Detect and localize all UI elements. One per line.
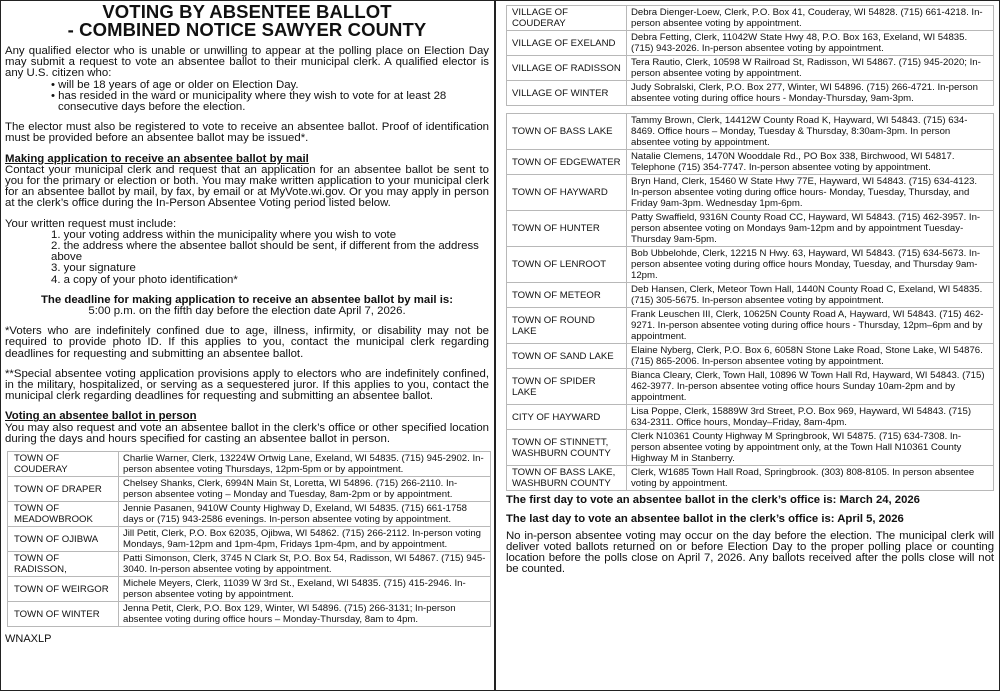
- table-row: [507, 150, 994, 175]
- municipality-name: TOWN OF COUDERAY: [8, 452, 119, 477]
- clerk-info: Chelsey Shanks, Clerk, 6994N Main St, Loretta, WI 54896. (715) 266-2110. In-person absentee voting – Monday and Tuesday, 8am-2pm or by appointment.: [119, 477, 491, 502]
- table-row: [8, 502, 491, 527]
- footnote-photo-id: *Voters who are indefinitely confined due to age, illness, infirmity, or disability may not be required to provide photo ID. If this applies to you, contact the municipal clerk regarding deadlines for requesting and submitting an absentee ballot.: [5, 325, 489, 360]
- clerk-info: Jenna Petit, Clerk, P.O. Box 129, Winter, WI 54896. (715) 266-3131; In-person absentee voting during office hours – Monday-Thursday, 8am to 4pm.: [119, 602, 491, 627]
- municipality-name: VILLAGE OF WINTER: [507, 81, 627, 106]
- mail-application-heading: Making application to receive an absentee ballot by mail: [5, 152, 309, 165]
- table-row: [507, 56, 994, 81]
- municipality-name: TOWN OF STINNETT, WASHBURN COUNTY: [507, 430, 627, 466]
- clerk-info: Debra Fetting, Clerk, 11042W State Hwy 48, P.O. Box 163, Exeland, WI 54835. (715) 943-2026. In-person absentee voting by appointment.: [627, 31, 994, 56]
- clerk-info: Deb Hansen, Clerk, Meteor Town Hall, 1440N County Road C, Exeland, WI 54835. (715) 305-5675. In-person absentee voting by appointment.: [627, 283, 994, 308]
- request-requirements-list: [5, 230, 489, 286]
- clerk-info: Clerk, W1685 Town Hall Road, Springbrook. (303) 808-8105. In person absentee voting by appointment.: [627, 466, 994, 491]
- clerk-info: Bianca Cleary, Clerk, Town Hall, 10896 W Town Hall Rd, Hayward, WI 54843. (715) 462-3977. In-person absentee voting office hours Sunday 10am-2pm and by appointment.: [627, 369, 994, 405]
- clerk-info: Elaine Nyberg, Clerk, P.O. Box 6, 6058N Stone Lake Road, Stone Lake, WI 54876. (715) 865-2006. In-person absentee voting by appointment.: [627, 344, 994, 369]
- table-row: [507, 405, 994, 430]
- eligibility-item: • will be 18 years of age or older on Election Day.: [51, 78, 299, 91]
- municipality-name: TOWN OF RADISSON,: [8, 552, 119, 577]
- municipality-name: TOWN OF MEADOWBROOK: [8, 502, 119, 527]
- municipality-name: TOWN OF BASS LAKE: [507, 114, 627, 150]
- requirement-item: 2. the address where the absentee ballot should be sent, if different from the address above: [51, 240, 479, 264]
- municipality-name: TOWN OF HAYWARD: [507, 175, 627, 211]
- clerk-info: Jill Petit, Clerk, P.O. Box 62035, Ojibwa, WI 54862. (715) 266-2112. In-person voting Mondays, 9am-12pm and 1pm-4pm, Fridays 1pm-4pm, and by appointment.: [119, 527, 491, 552]
- clerk-info: Tera Rautio, Clerk, 10598 W Railroad St, Radisson, WI 54867. (715) 945-2020; In-person absentee voting by appointment.: [627, 56, 994, 81]
- table-row: [8, 602, 491, 627]
- clerk-info: Michele Meyers, Clerk, 11039 W 3rd St., Exeland, WI 54835. (715) 415-2946. In-person absentee voting by appointment.: [119, 577, 491, 602]
- table-row: [507, 6, 994, 31]
- municipality-name: TOWN OF BASS LAKE, WASHBURN COUNTY: [507, 466, 627, 491]
- municipality-name: TOWN OF EDGEWATER: [507, 150, 627, 175]
- table-row: [8, 527, 491, 552]
- municipality-name: TOWN OF ROUND LAKE: [507, 308, 627, 344]
- clerk-info: Jennie Pasanen, 9410W County Highway D, Exeland, WI 54835. (715) 661-1758 days or (715) 943-2586 evenings. In-person absentee voting by appointment.: [119, 502, 491, 527]
- mail-application-body: Contact your municipal clerk and request that an application for an absentee ballot be sent to you for the primary or election or both. You may make written application to your municipal clerk for an absentee ballot by mail, by fax, by email or at MyVote.wi.gov. Or you may apply in person at the clerk’s office during the In-Person Absentee Voting period listed below.: [5, 163, 489, 210]
- clerk-info: Charlie Warner, Clerk, 13224W Ortwig Lane, Exeland, WI 54835. (715) 945-2902. In-person absentee voting Thursdays, 12pm-5pm or by appointment.: [119, 452, 491, 477]
- table-row: [507, 114, 994, 150]
- villages-table: [506, 5, 994, 106]
- last-day-notice: The last day to vote an absentee ballot in the clerk’s office is: April 5, 2026: [506, 513, 904, 525]
- eligibility-item: • has resided in the ward or municipality where they wish to vote for at least 28 consecutive days before the election.: [51, 89, 447, 114]
- table-row: [507, 283, 994, 308]
- municipality-name: TOWN OF DRAPER: [8, 477, 119, 502]
- clerk-info: Judy Sobralski, Clerk, P.O. Box 277, Winter, WI 54896. (715) 266-4721. In-person absentee voting during office hours - Monday-Thursday, 9am-3pm.: [627, 81, 994, 106]
- intro-paragraph: Any qualified elector who is unable or unwilling to appear at the polling place on Election Day may submit a request to vote an absentee ballot to their municipal clerk. A qualified elector is any U.S. citizen who:: [5, 45, 489, 80]
- notice-title-line1: VOTING BY ABSENTEE BALLOT: [102, 1, 392, 22]
- municipality-name: TOWN OF SPIDER LAKE: [507, 369, 627, 405]
- closing-paragraph: No in-person absentee voting may occur on the day before the election. The municipal clerk will deliver voted ballots returned on or before Election Day to the proper polling place or counting location before the polls close on April 7, 2026. Any ballots received after the polls close will not be counted.: [506, 530, 994, 575]
- towns-table: [506, 113, 994, 491]
- table-row: [507, 308, 994, 344]
- table-row: [8, 477, 491, 502]
- footnote-special-provisions: **Special absentee voting application provisions apply to electors who are indefinitely confined, in the military, hospitalized, or serving as a sequestered juror. If this applies to you, contact the municipal clerk regarding deadlines for requesting and submitting an absentee ballot.: [5, 367, 489, 403]
- municipality-name: VILLAGE OF RADISSON: [507, 56, 627, 81]
- clerk-info: Natalie Clemens, 1470N Wooddale Rd., PO Box 338, Birchwood, WI 54817. Telephone (715) 354-7747. In-person absentee voting by appointment.: [627, 150, 994, 175]
- clerk-info: Tammy Brown, Clerk, 14412W County Road K, Hayward, WI 54843. (715) 634-8469. Office hours – Monday, Tuesday & Thursday, 8:30am-3pm. In person absentee voting by appointment.: [627, 114, 994, 150]
- table-row: [8, 552, 491, 577]
- municipality-name: TOWN OF WEIRGOR: [8, 577, 119, 602]
- municipality-name: VILLAGE OF EXELAND: [507, 31, 627, 56]
- table-row: [507, 247, 994, 283]
- clerk-info: Bob Ubbelohde, Clerk, 12215 N Hwy. 63, Hayward, WI 54843. (715) 634-5673. In-person absentee voting during office hours Monday, Tuesday, and Thursday 9am-12pm.: [627, 247, 994, 283]
- clerk-info: Patty Swaffield, 9316N County Road CC, Hayward, WI 54843. (715) 462-3957. In-person absentee voting on Mondays 9am-12pm and by appointment Tuesday-Thursday 9am-5pm.: [627, 211, 994, 247]
- requirement-item: 4. a copy of your photo identification*: [51, 273, 238, 286]
- table-row: [507, 211, 994, 247]
- left-column: [0, 0, 496, 691]
- municipality-name: TOWN OF WINTER: [8, 602, 119, 627]
- request-intro: Your written request must include:: [5, 217, 177, 230]
- table-row: [507, 430, 994, 466]
- municipality-name: TOWN OF LENROOT: [507, 247, 627, 283]
- table-row: [507, 175, 994, 211]
- municipality-name: TOWN OF HUNTER: [507, 211, 627, 247]
- municipality-name: CITY OF HAYWARD: [507, 405, 627, 430]
- left-municipality-table: [7, 451, 491, 627]
- table-row: [507, 344, 994, 369]
- clerk-info: Frank Leuschen III, Clerk, 10625N County Road A, Hayward, WI 54843. (715) 462-9271. In-person absentee voting during office hours - Thursday, 12pm–6pm and by appointment.: [627, 308, 994, 344]
- in-person-body: You may also request and vote an absentee ballot in the clerk’s office or other specified location during the days and hours specified for casting an absentee ballot in person.: [5, 421, 489, 445]
- table-row: [507, 31, 994, 56]
- footer-code: WNAXLP: [5, 633, 52, 646]
- municipality-name: VILLAGE OF COUDERAY: [507, 6, 627, 31]
- notice-title-line2: - COMBINED NOTICE SAWYER COUNTY: [67, 19, 427, 40]
- table-row: [507, 369, 994, 405]
- requirement-item: 3. your signature: [51, 262, 136, 275]
- clerk-info: Debra Dienger-Loew, Clerk, P.O. Box 41, Couderay, WI 54828. (715) 661-4218. In-person absentee voting by appointment.: [627, 6, 994, 31]
- in-person-heading: Voting an absentee ballot in person: [5, 410, 197, 423]
- clerk-info: Patti Simonson, Clerk, 3745 N Clark St, P.O. Box 54, Radisson, WI 54867. (715) 945-3040. In-person absentee voting by appointment.: [119, 552, 491, 577]
- municipality-name: TOWN OF METEOR: [507, 283, 627, 308]
- requirement-item: 1. your voting address within the municipality where you wish to vote: [51, 228, 397, 241]
- deadline-heading: The deadline for making application to receive an absentee ballot by mail is:: [40, 293, 454, 306]
- table-row: [8, 577, 491, 602]
- registration-paragraph: The elector must also be registered to vote to receive an absentee ballot. Proof of identification must be provided before an absentee ballot may be issued*.: [5, 121, 489, 145]
- clerk-info: Lisa Poppe, Clerk, 15889W 3rd Street, P.O. Box 969, Hayward, WI 54843. (715) 634-2311. Office hours, Monday–Friday, 8am-4pm.: [627, 405, 994, 430]
- municipality-name: TOWN OF OJIBWA: [8, 527, 119, 552]
- table-row: [8, 452, 491, 477]
- table-row: [507, 466, 994, 491]
- eligibility-list: [5, 80, 489, 114]
- clerk-info: Clerk N10361 County Highway M Springbrook, WI 54875. (715) 634-7308. In-person absentee voting by appointment only, at the Town Hall N10361 County Highway M in Stanberry.: [627, 430, 994, 466]
- clerk-info: Bryn Hand, Clerk, 15460 W State Hwy 77E, Hayward, WI 54843. (715) 634-4123. In-person absentee voting during office hours- Monday, Tuesday, Thursday, and Friday 9am-3pm. Wednesday 1pm-6pm.: [627, 175, 994, 211]
- right-column: [498, 0, 1000, 691]
- first-day-notice: The first day to vote an absentee ballot in the clerk’s office is: March 24, 2026: [506, 494, 920, 506]
- deadline-text: 5:00 p.m. on the fifth day before the election date April 7, 2026.: [88, 305, 406, 318]
- municipality-name: TOWN OF SAND LAKE: [507, 344, 627, 369]
- table-row: [507, 81, 994, 106]
